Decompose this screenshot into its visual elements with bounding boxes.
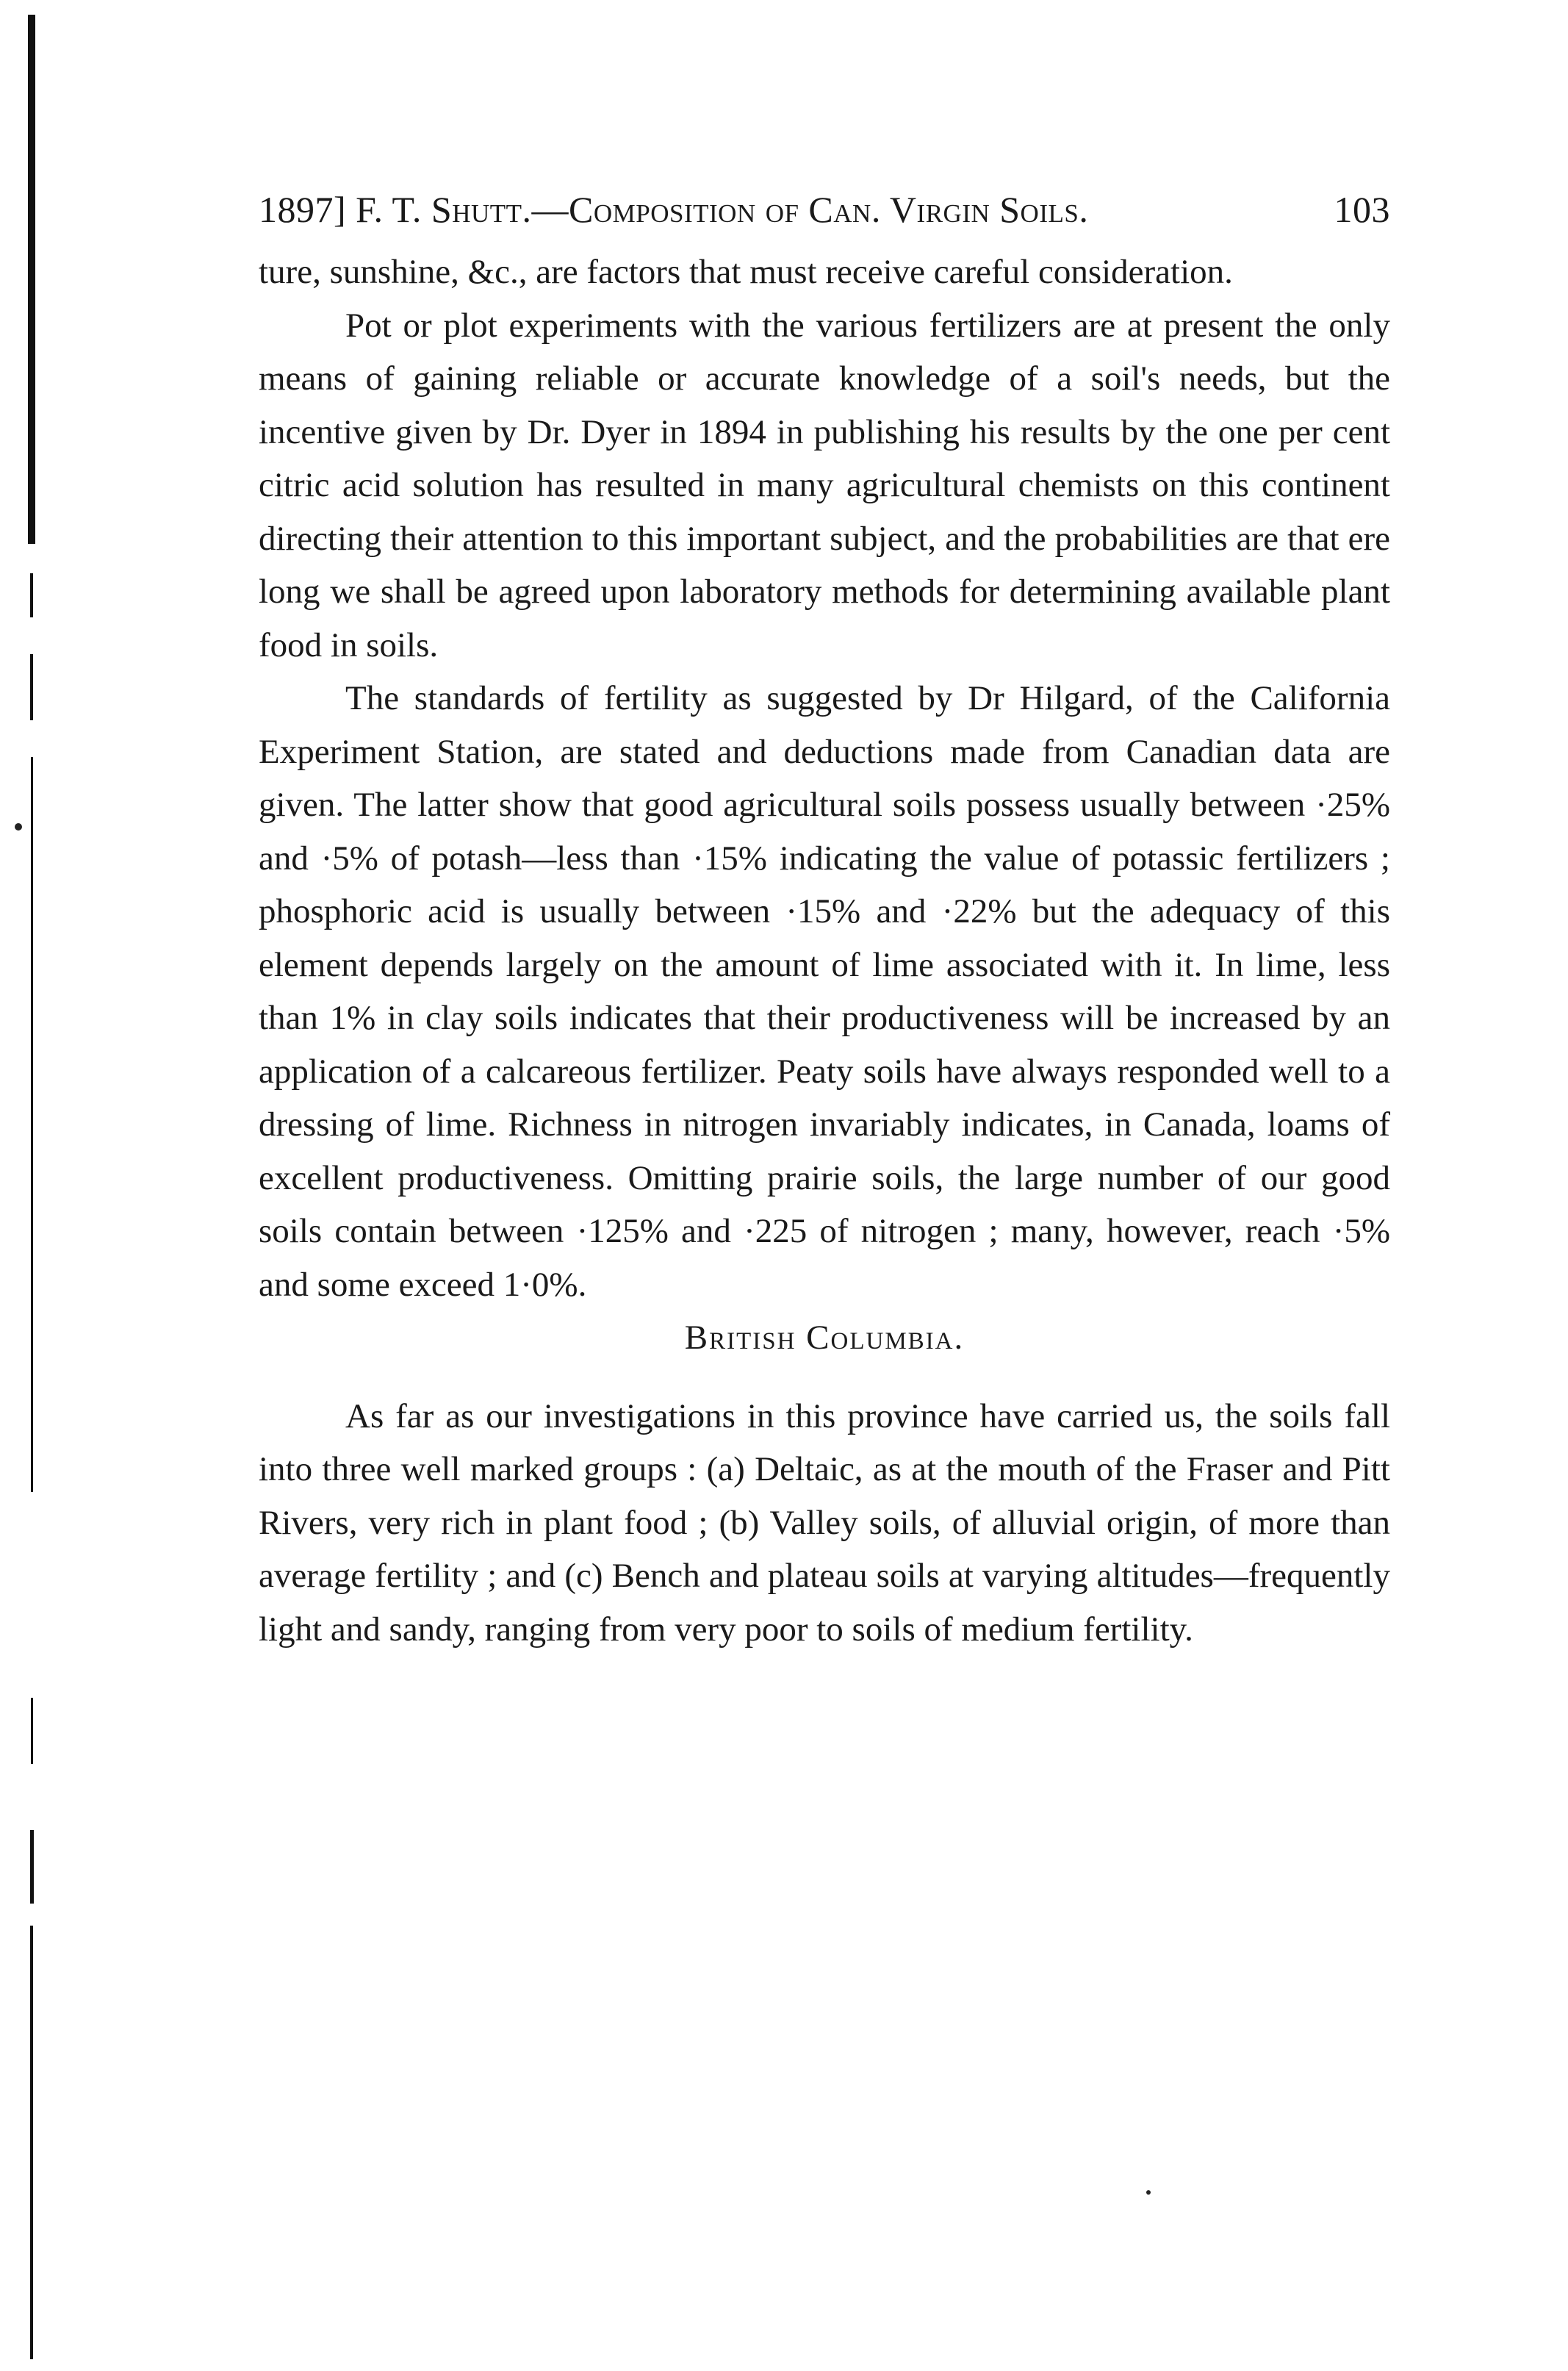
stray-mark (1146, 2190, 1151, 2195)
page-number: 103 (1334, 189, 1390, 230)
running-head-title: 1897] F. T. Shutt.—Composition of Can. Virgin Soils. (259, 189, 1089, 230)
running-head (259, 184, 1390, 235)
binding-edge-segment (30, 573, 33, 617)
paragraph-continuation: ture, sunshine, &c., are factors that must receive careful consideration. (259, 253, 1233, 291)
paragraph-pot-experiments: Pot or plot experiments with the various fertilizers are at present the only means of gaining reliable or accurate knowledge of a soil's needs, but the incentive given by Dr. Dyer in 1894 in publishing his results by the one per cent citric acid solution has resulted in many agricultural chemists on this continent directing their attention to this important subject, and the probabilities are that ere long we shall be agreed upon laboratory methods for determining available plant food in soils. (259, 306, 1390, 664)
binding-edge-segment (28, 15, 35, 544)
binding-edge-segment (30, 654, 33, 720)
binding-edge-segment (31, 757, 33, 1492)
stray-mark (15, 823, 22, 831)
binding-edge-shadow (28, 15, 41, 2359)
text-column (259, 184, 1390, 1656)
binding-edge-segment (31, 1698, 33, 1764)
section-heading: British Columbia. (684, 1319, 965, 1357)
binding-edge-segment (30, 1926, 33, 2359)
paragraph-standards-of-fertility: The standards of fertility as suggested by Dr Hilgard, of the California Experiment Station, are stated and deductions made from Canadian data are given. The latter show that good agricultural soils possess usually between ·25% and ·5% of potash—less than ·15% indicating the value of potassic fertilizers ; phosphoric acid is usually between ·15% and ·22% but the adequacy of this element depends largely on the amount of lime associated with it. In lime, less than 1% in clay soils indicates that their productiveness will be increased by an application of a calcareous fertilizer. Peaty soils have always responded well to a dressing of lime. Richness in nitrogen invariably indicates, in Canada, loams of excellent productiveness. Omitting prairie soils, the large number of our good soils contain between ·125% and ·225 of nitrogen ; many, however, reach ·5% and some exceed 1·0%. (259, 679, 1390, 1304)
binding-edge-segment (30, 1830, 34, 1904)
paragraph-british-columbia: As far as our investigations in this province have carried us, the soils fall into three well marked groups : (a) Deltaic, as at the mouth of the Fraser and Pitt Rivers, very rich in plant food ; (b) Valley soils, of alluvial origin, of more than average fertility ; and (c) Bench and plateau soils at varying altitudes—frequently light and sandy, ranging from very poor to soils of medium fertility. (259, 1396, 1390, 1649)
